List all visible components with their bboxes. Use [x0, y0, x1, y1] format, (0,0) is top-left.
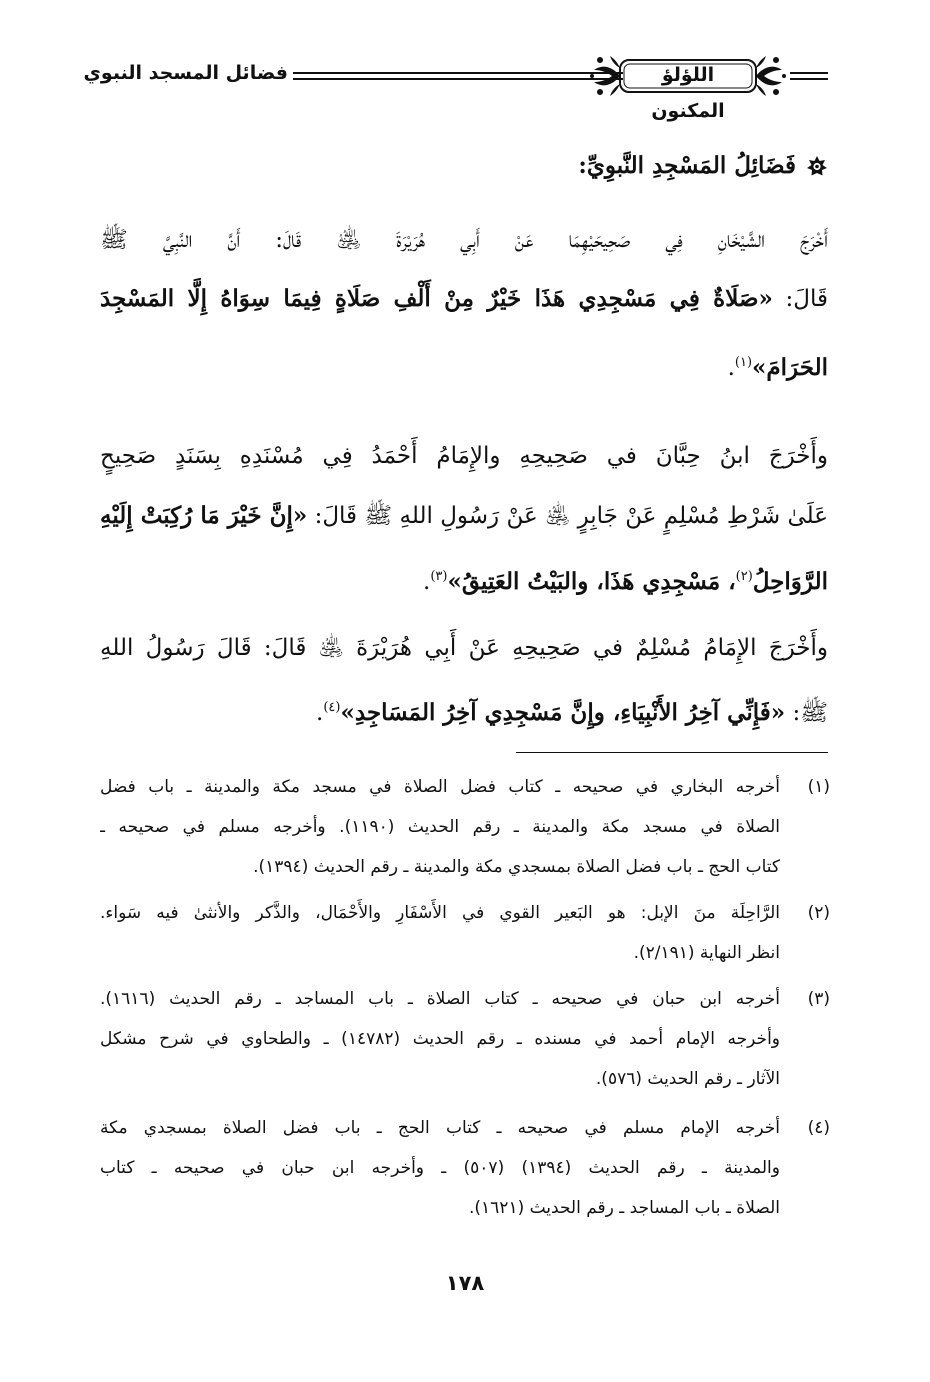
- hadith-quote-text: «إِنَّ خَيْرَ مَا رُكِبَتْ إِلَيْهِ: [100, 502, 308, 529]
- paragraph-line: [100, 339, 828, 387]
- section-heading-text: فَضَائِلُ المَسْجِدِ النَّبوِيِّ:: [578, 152, 796, 179]
- footnote-reference: (١): [734, 355, 753, 370]
- paragraph-line: [100, 275, 828, 323]
- narration-text: .: [423, 569, 431, 595]
- narration-text: وأَخْرَجَ ابنُ حِبَّانَ في صَحِيحِهِ والإِمَامُ أَحْمَدُ فِي مُسْنَدِهِ بِسَنَدٍ صَحِيحٍ: [100, 443, 828, 469]
- narration-text: .: [727, 355, 735, 381]
- chapter-title: فضائل المسجد النبوي: [83, 62, 288, 84]
- footnote-number: (٢): [807, 903, 830, 923]
- footnote-line: الصلاة في مسجد مكة والمدينة ـ رقم الحديث (١١٩٠). وأخرجه مسلم في صحيحه ـ: [100, 817, 780, 837]
- footnote-line: الصلاة ـ باب المساجد ـ رقم الحديث (١٦٢١).: [469, 1198, 780, 1218]
- page-number: ١٧٨: [445, 1271, 485, 1295]
- footnote-reference: (٣): [430, 569, 448, 584]
- narration-text: عَلَىٰ شَرْطِ مُسْلِمٍ عَنْ جَابِرٍ ﵁ عَنْ رَسُولِ اللهِ ﷺ قَالَ:: [307, 503, 828, 529]
- section-heading: [100, 146, 828, 186]
- footnote-reference: (٤): [323, 700, 341, 715]
- footnote-line: الرَّاحِلَة منَ الإبل: هو البَعير القوي في الأَسْفَارِ والأَحْمَال، والذَّكر والأنثىٰ فيه سَواء.: [100, 903, 780, 923]
- footnote-line: أخرجه البخاري في صحيحه ـ كتاب فضل الصلاة في مسجد مكة والمدينة ـ باب فضل: [100, 777, 780, 797]
- footnote-line: أخرجه الإمام مسلم في صحيحه ـ كتاب الحج ـ باب فضل الصلاة بمسجدي مكة: [100, 1118, 780, 1138]
- hadith-quote-text: الحَرَامَ»: [752, 354, 828, 381]
- narration-text: قَالَ:: [772, 286, 828, 312]
- footnote-number: (٤): [807, 1118, 830, 1138]
- paragraph-line: [100, 624, 828, 672]
- footnote-reference: (٢): [735, 569, 753, 584]
- flower-bullet-icon: [806, 155, 828, 177]
- hadith-quote-text: ، مَسْجِدِي هَذَا، والبَيْتُ العَتِيقُ»: [447, 568, 736, 595]
- footnote-line: والمدينة ـ رقم الحديث (١٣٩٤) (٥٠٧) ـ وأخرجه ابن حبان في صحيحه ـ كتاب: [100, 1158, 780, 1178]
- paragraph-line: [100, 553, 828, 601]
- footnote-line: انظر النهاية (٢/١٩١).: [633, 943, 780, 963]
- header-rule-left: [293, 72, 623, 80]
- narration-text: ﷺ:: [785, 700, 828, 726]
- footnote-line: أخرجه ابن حبان في صحيحه ـ كتاب الصلاة ـ باب المساجد ـ رقم الحديث (١٦١٦).: [100, 989, 780, 1009]
- book-title: اللؤلؤ المكنون: [651, 64, 725, 122]
- footnote-number: (١): [807, 777, 830, 797]
- hadith-quote-text: «فَإِنِّي آخِرُ الأَنْبِيَاءِ، وإِنَّ مَسْجِدِي آخِرُ المَسَاجِدِ»: [340, 699, 786, 726]
- narration-text: .: [316, 700, 324, 726]
- hadith-quote-text: الرَّوَاحِلُ: [752, 568, 828, 595]
- paragraph-line: [100, 216, 828, 264]
- narration-text: أَخْرَجَ الشَّيْخَانِ فِي صَحِيحَيْهِمَا عَنْ أَبِي هُرَيْرَةَ ﵁ قَالَ: أَنَّ النَّبِيَّ ﷺ: [100, 227, 828, 253]
- narration-text: وأَخْرَجَ الإِمَامُ مُسْلِمٌ في صَحِيحِهِ عَنْ أَبِي هُرَيْرَةَ ﵁ قَالَ: قَالَ رَسُولُ اللهِ: [100, 635, 828, 661]
- footnote-separator: [516, 752, 828, 753]
- running-header: [83, 52, 828, 122]
- footnote-number: (٣): [807, 989, 830, 1009]
- hadith-quote-text: «صَلَاةٌ فِي مَسْجِدِي هَذَا خَيْرٌ مِنْ أَلْفِ صَلَاةٍ فِيمَا سِوَاهُ إِلَّا المَسْجِدَ: [100, 285, 773, 312]
- footnote-line: وأخرجه الإمام أحمد في مسنده ـ رقم الحديث (١٤٧٨٢) ـ والطحاوي في شرح مشكل: [100, 1029, 780, 1049]
- header-rule-right: [790, 72, 828, 80]
- paragraph-line: [100, 492, 828, 540]
- footnote-line: الآثار ـ رقم الحديث (٥٧٦).: [595, 1069, 780, 1089]
- footnote-line: كتاب الحج ـ باب فضل الصلاة بمسجدي مكة والمدينة ـ رقم الحديث (١٣٩٤).: [253, 857, 780, 877]
- paragraph-line: [100, 684, 828, 732]
- paragraph-line: [100, 432, 828, 480]
